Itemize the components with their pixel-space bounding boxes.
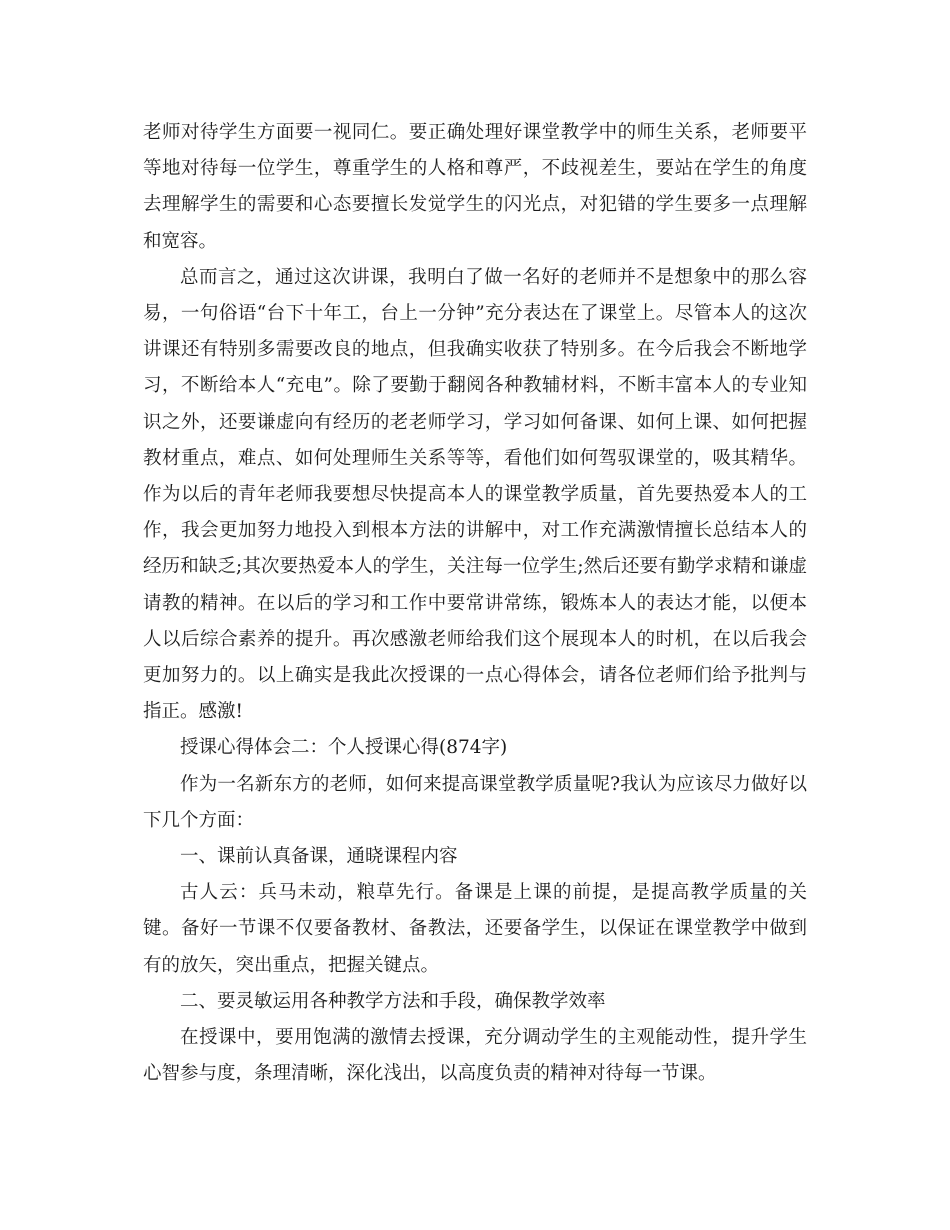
section-title: 授课心得体会二：个人授课心得(874字) bbox=[180, 737, 508, 759]
paragraph-intro: 作为一名新东方的老师，如何来提高课堂教学质量呢?我认为应该尽力做好以下几个方面： bbox=[143, 773, 807, 831]
paragraph-continuation: 老师对待学生方面要一视同仁。要正确处理好课堂教学中的师生关系，老师要平等地对待每一位学生，尊重学生的人格和尊严，不歧视差生，要站在学生的角度去理解学生的需要和心态要擅长发觉学生的闪光点，对犯错的学生要多一点理解和宽容。 bbox=[143, 122, 807, 252]
paragraph-point-1: 古人云：兵马未动，粮草先行。备课是上课的前提，是提高教学质量的关键。备好一节课不仅要备教材、备教法，还要备学生，以保证在课堂教学中做到有的放矢，突出重点，把握关键点。 bbox=[143, 882, 807, 976]
paragraph-point-2: 在授课中，要用饱满的激情去授课，充分调动学生的主观能动性，提升学生心智参与度，条理清晰，深化浅出，以高度负责的精神对待每一节课。 bbox=[143, 1027, 807, 1085]
document-body bbox=[143, 115, 807, 1092]
heading-point-1: 一、课前认真备课，通晓课程内容 bbox=[180, 846, 458, 868]
heading-point-2: 二、要灵敏运用各种教学方法和手段，确保教学效率 bbox=[180, 990, 606, 1012]
paragraph-conclusion: 总而言之，通过这次讲课，我明白了做一名好的老师并不是想象中的那么容易，一句俗语“台下十年工，台上一分钟”充分表达在了课堂上。尽管本人的这次讲课还有特别多需要改良的地点，但我确实收获了特别多。在今后我会不断地学习，不断给本人“充电”。除了要勤于翻阅各种教辅材料，不断丰富本人的专业知识之外，还要谦虚向有经历的老老师学习，学习如何备课、如何上课、如何把握教材重点，难点、如何处理师生关系等等，看他们如何驾驭课堂的，吸其精华。作为以后的青年老师我要想尽快提高本人的课堂教学质量，首先要热爱本人的工作，我会更加努力地投入到根本方法的讲解中，对工作充满激情擅长总结本人的经历和缺乏;其次要热爱本人的学生，关注每一位学生;然后还要有勤学求精和谦虚请教的精神。在以后的学习和工作中要常讲常练，锻炼本人的表达才能，以便本人以后综合素养的提升。再次感激老师给我们这个展现本人的时机，在以后我会更加努力的。以上确实是我此次授课的一点心得体会，请各位老师们给予批判与指正。感激! bbox=[143, 266, 807, 723]
